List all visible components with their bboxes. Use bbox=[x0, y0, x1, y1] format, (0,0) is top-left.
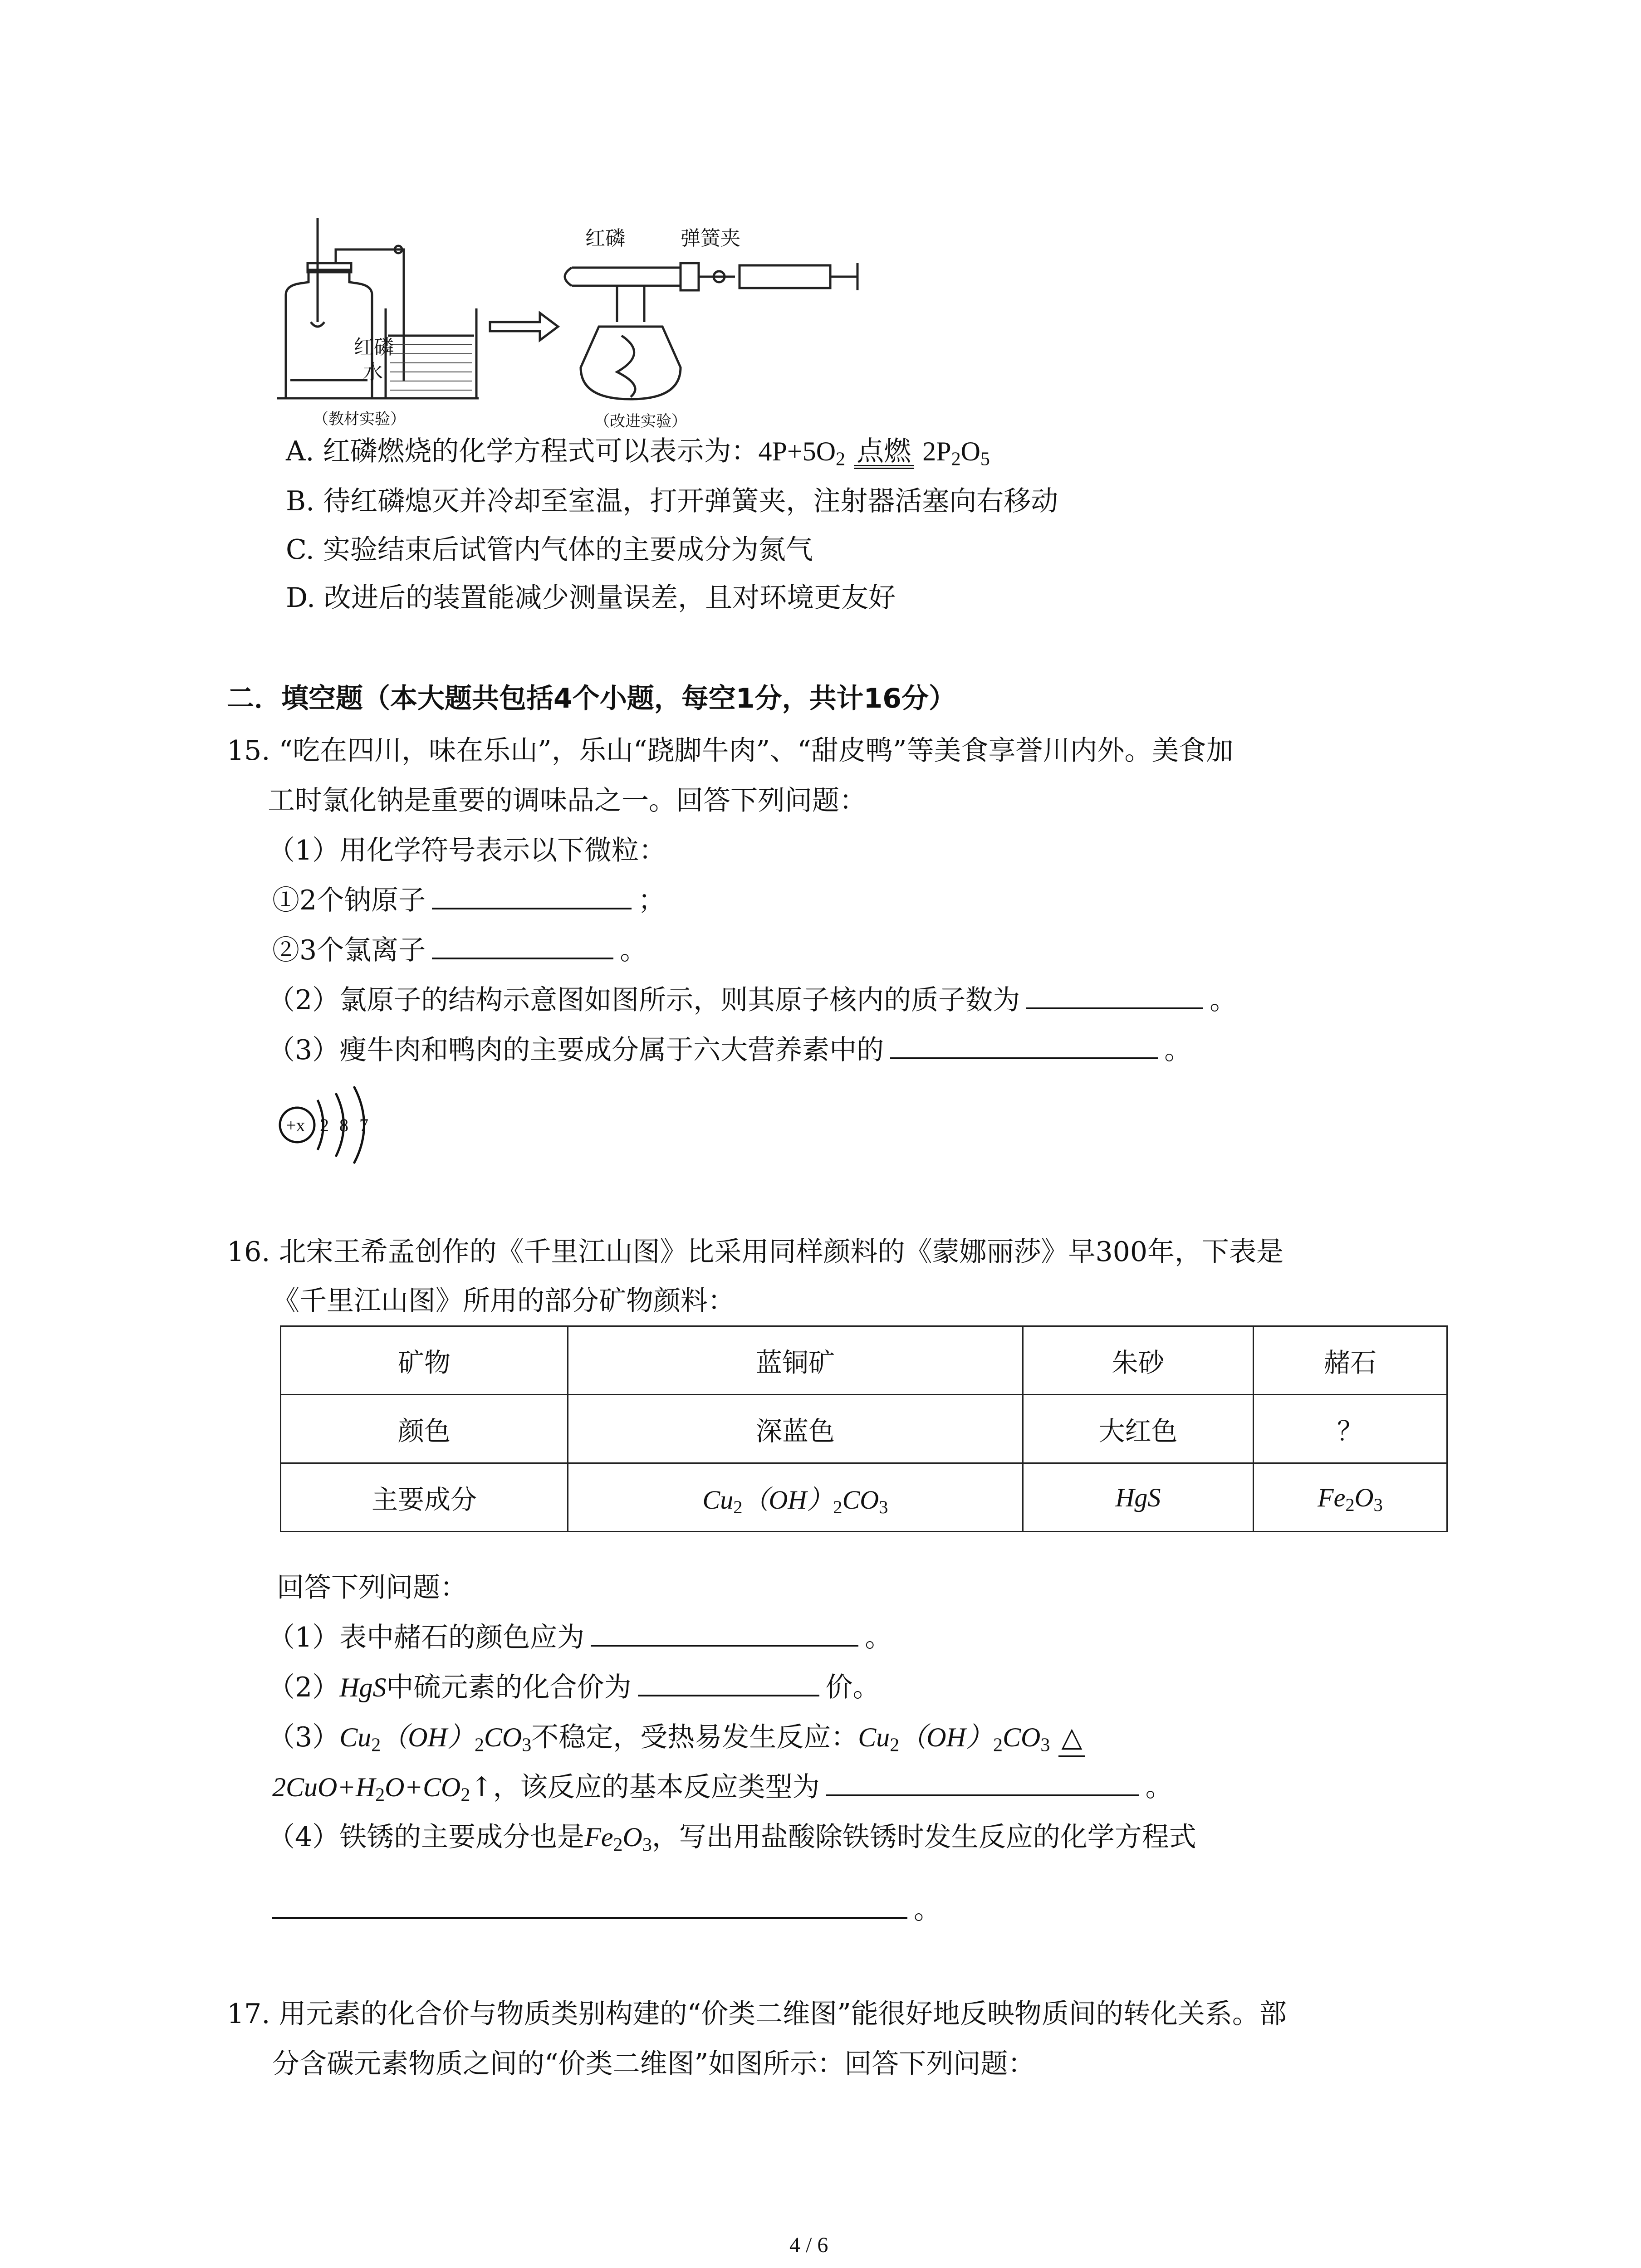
label-spring-clip: 弹簧夹 bbox=[681, 227, 740, 250]
table-cell-formula: HgS bbox=[1023, 1463, 1254, 1532]
answer-blank[interactable] bbox=[1026, 982, 1203, 1009]
punct: 。 bbox=[1164, 1034, 1192, 1066]
option-a-text: A. 红磷燃烧的化学方程式可以表示为： bbox=[286, 435, 759, 467]
answer-blank[interactable] bbox=[432, 932, 613, 959]
option-d: D. 改进后的装置能减少测量误差，且对环境更友好 bbox=[286, 582, 896, 614]
sub: 2 bbox=[836, 449, 846, 470]
sub: 2 bbox=[1345, 1495, 1355, 1515]
table-cell-formula bbox=[568, 1463, 1023, 1532]
q15-part3 bbox=[268, 1032, 1191, 1068]
q16-part3 bbox=[268, 1719, 1085, 1757]
table-cell: ？ bbox=[1254, 1395, 1447, 1463]
q15-line2: 工时氯化钠是重要的调味品之一。回答下列问题： bbox=[268, 785, 867, 816]
sub: 3 bbox=[1373, 1495, 1383, 1515]
table-row bbox=[281, 1395, 1447, 1463]
punct: 。 bbox=[1145, 1771, 1173, 1803]
table-cell: 朱砂 bbox=[1023, 1326, 1254, 1395]
q16-part3-text: 不稳定，受热易发生反应： bbox=[531, 1721, 858, 1753]
q15-part1b-text: ②3个氯离子 bbox=[272, 934, 426, 966]
heat-symbol: △ bbox=[1058, 1719, 1085, 1757]
formula-part: O+CO bbox=[385, 1772, 461, 1802]
option-c: C. 实验结束后试管内气体的主要成分为氮气 bbox=[286, 534, 813, 566]
answer-blank[interactable] bbox=[826, 1769, 1139, 1796]
q17-line1: 17. 用元素的化合价与物质类别构建的“价类二维图”能很好地反映物质间的转化关系。部 bbox=[227, 1998, 1287, 2030]
sub: 2 bbox=[993, 1735, 1003, 1756]
table-cell: 深蓝色 bbox=[568, 1395, 1023, 1463]
q16-part4-answer bbox=[272, 1892, 941, 1928]
option-b: B. 待红磷熄灭并冷却至室温，打开弹簧夹，注射器活塞向右移动 bbox=[286, 485, 1058, 517]
answer-blank[interactable] bbox=[591, 1619, 858, 1647]
formula-part: Fe bbox=[1318, 1483, 1346, 1512]
sub: 2 bbox=[375, 1784, 385, 1806]
q16-answer-intro: 回答下列问题： bbox=[277, 1572, 467, 1603]
q16-line2: 《千里江山图》所用的部分矿物颜料： bbox=[272, 1285, 735, 1317]
q16-part3-prefix: （3） bbox=[268, 1721, 340, 1753]
table-cell: 矿物 bbox=[281, 1326, 568, 1395]
atom-nucleus: +x bbox=[286, 1115, 305, 1135]
chlorine-atom-diagram bbox=[272, 1080, 390, 1170]
section-heading: 二．填空题（本大题共包括4个小题，每空1分，共计16分） bbox=[227, 683, 956, 714]
punct: 价。 bbox=[825, 1672, 880, 1703]
atom-shell-2: 8 bbox=[339, 1115, 348, 1135]
sub: 2 bbox=[474, 1735, 484, 1756]
table-cell: 蓝铜矿 bbox=[568, 1326, 1023, 1395]
q16-part1 bbox=[268, 1619, 892, 1656]
atom-shell-1: 2 bbox=[320, 1115, 329, 1135]
q16-part3-line2 bbox=[272, 1769, 1173, 1805]
q15-part2 bbox=[268, 982, 1237, 1018]
q16-part1-text: （1）表中赭石的颜色应为 bbox=[268, 1622, 585, 1653]
q15-part1a-text: ①2个钠原子 bbox=[272, 885, 426, 916]
formula-part: Cu bbox=[702, 1485, 734, 1515]
sub: 2 bbox=[371, 1735, 381, 1756]
formula-part: Fe bbox=[584, 1822, 613, 1852]
q16-part2 bbox=[268, 1669, 880, 1706]
formula-part: O bbox=[622, 1822, 642, 1852]
reaction-condition: 点燃 bbox=[854, 438, 914, 469]
formula-part: （OH） bbox=[899, 1722, 993, 1752]
punct: ； bbox=[638, 885, 666, 916]
formula-part: CO bbox=[484, 1722, 522, 1752]
q16-part4-text: ，写出用盐酸除铁锈时发生反应的化学方程式 bbox=[652, 1821, 1196, 1853]
caption-textbook: （教材实验） bbox=[313, 410, 406, 428]
sub: 2 bbox=[460, 1784, 470, 1806]
label-red-phosphorus-left: 红磷 bbox=[354, 336, 394, 359]
formula-part: Cu bbox=[858, 1722, 890, 1752]
q15-line1: 15. “吃在四川，味在乐山”，乐山“跷脚牛肉”、“甜皮鸭”等美食享誉川内外。美食加 bbox=[227, 735, 1234, 767]
formula-part: CO bbox=[1002, 1722, 1041, 1752]
answer-blank[interactable] bbox=[432, 882, 632, 909]
sub: 2 bbox=[733, 1497, 743, 1518]
table-cell: 主要成分 bbox=[281, 1463, 568, 1532]
sub: 2 bbox=[890, 1735, 900, 1756]
q16-part2-text: 中硫元素的化合价为 bbox=[386, 1672, 632, 1703]
formula-part: CO bbox=[842, 1485, 879, 1515]
atom-shell-3: 7 bbox=[359, 1115, 368, 1135]
formula-part: Cu bbox=[339, 1722, 372, 1752]
page-number: 4 / 6 bbox=[789, 2233, 828, 2257]
sub: 3 bbox=[1040, 1735, 1050, 1756]
punct: 。 bbox=[914, 1894, 941, 1926]
q16-part3-text2: ↑，该反应的基本反应类型为 bbox=[470, 1771, 820, 1803]
q16-line1: 16. 北宋王希孟创作的《千里江山图》比采用同样颜料的《蒙娜丽莎》早300年，下表是 bbox=[227, 1236, 1284, 1268]
answer-blank[interactable] bbox=[890, 1032, 1158, 1059]
sub: 3 bbox=[642, 1834, 652, 1856]
answer-blank[interactable] bbox=[638, 1669, 819, 1696]
q15-part1a bbox=[272, 882, 665, 919]
answer-blank[interactable] bbox=[272, 1892, 907, 1919]
option-a bbox=[286, 433, 990, 469]
minerals-table bbox=[280, 1325, 1448, 1532]
sub: 2 bbox=[613, 1834, 623, 1856]
table-cell: 大红色 bbox=[1023, 1395, 1254, 1463]
apparatus-figure bbox=[272, 218, 871, 440]
formula-part: （OH） bbox=[742, 1485, 833, 1515]
q17-line2: 分含碳元素物质之间的“价类二维图”如图所示：回答下列问题： bbox=[272, 2048, 1035, 2080]
table-row bbox=[281, 1463, 1447, 1532]
punct: 。 bbox=[1210, 984, 1237, 1016]
formula-hgs: HgS bbox=[339, 1672, 387, 1702]
sub: 2 bbox=[833, 1497, 843, 1518]
sub: 3 bbox=[522, 1735, 532, 1756]
q16-part4 bbox=[268, 1819, 1196, 1855]
table-cell: 赭石 bbox=[1254, 1326, 1447, 1395]
q16-part2-prefix: （2） bbox=[268, 1672, 340, 1703]
q15-part3-text: （3）瘦牛肉和鸭肉的主要成分属于六大营养素中的 bbox=[268, 1034, 884, 1066]
punct: 。 bbox=[620, 934, 647, 966]
table-row bbox=[281, 1326, 1447, 1395]
table-cell-formula bbox=[1254, 1463, 1447, 1532]
punct: 。 bbox=[865, 1622, 892, 1653]
table-cell: 颜色 bbox=[281, 1395, 568, 1463]
q15-part1: （1）用化学符号表示以下微粒： bbox=[268, 835, 666, 866]
formula-part: （OH） bbox=[381, 1722, 475, 1752]
formula-part: O bbox=[1354, 1483, 1374, 1512]
oxygen: O bbox=[960, 436, 980, 466]
q15-part1b bbox=[272, 932, 647, 968]
q15-part2-text: （2）氯原子的结构示意图如图所示，则其原子核内的质子数为 bbox=[268, 984, 1020, 1016]
equation-rhs: 2P bbox=[922, 436, 951, 466]
sub: 2 bbox=[951, 449, 961, 470]
sub: 3 bbox=[879, 1497, 888, 1518]
q16-part4-prefix: （4）铁锈的主要成分也是 bbox=[268, 1821, 585, 1853]
sub: 5 bbox=[980, 449, 990, 470]
label-water: 水 bbox=[363, 361, 383, 384]
label-red-phosphorus-right: 红磷 bbox=[585, 227, 625, 250]
caption-improved: （改进实验） bbox=[594, 412, 687, 430]
formula-part: 2CuO+H bbox=[272, 1772, 376, 1802]
equation-lhs: 4P+5O bbox=[758, 436, 836, 466]
